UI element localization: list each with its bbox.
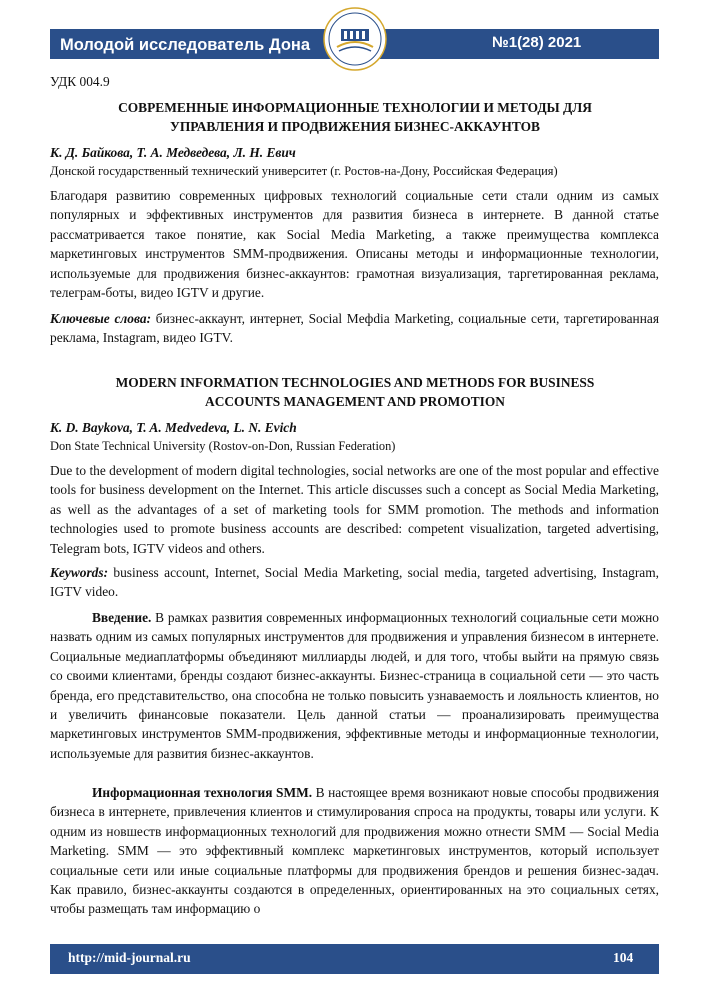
ru-keywords-text: бизнес-аккаунт, интернет, Social Meфdia Marketing, социальные сети, таргетированная реклама, Instagram, видео IGTV. xyxy=(50,311,659,346)
ru-abstract: Благодаря развитию современных цифровых технологий социальные сети стали одним из самых популярных и эффективных инструментов для развития бизнеса в интернете. В данной статье рассматривается такое понятие, как Social Media Marketing, а также преимущества комплекса маркетинговых инструментов SMM-продвижения. Описаны методы и информационные технологии, используемые для продвижения бизнес-аккаунтов: грамотная визуализация, таргетированная реклама, телеграм-боты, видео IGTV и другие. xyxy=(50,188,659,301)
ru-keywords-label: Ключевые слова: xyxy=(50,311,152,326)
en-abstract: Due to the development of modern digital technologies, social networks are one of the most popular and effective tools for business development on the Internet. This article discusses such a concept as Social Media Marketing, as well as the advantages of a set of marketing tools for SMM promotion. The methods and information technologies used to promote business accounts are described: competent visualization, targeted advertising, Telegram bots, IGTV videos and others. xyxy=(50,463,659,556)
ru-affiliation: Донской государственный технический университет (г. Ростов-на-Дону, Российская Федерация) xyxy=(50,164,558,178)
ru-keywords xyxy=(50,309,659,348)
en-affiliation: Don State Technical University (Rostov-on-Don, Russian Federation) xyxy=(50,439,396,453)
journal-url-link[interactable]: http://mid-journal.ru xyxy=(68,950,191,965)
issue-number: №1(28) 2021 xyxy=(492,34,582,51)
intro-heading: Введение. xyxy=(92,610,152,625)
smm-text: В настоящее время возникают новые способы продвижения бизнеса в интернете, привлечения клиентов и стимулирования спроса на продукты, товары или услуги. К одним из новшеств информационных технологий для продвижения можно отнести SMM — Social Media Marketing. SMM — это эффективный комплекс маркетинговых инструментов, который использует социальные сети или иные социальные платформы для продвижения брендов и решения бизнес-задач. Как правило, бизнес-аккаунты создаются в определенных, ориентированных на это социальных сетях, чтобы размещать там информацию о xyxy=(50,785,659,917)
en-keywords-label: Keywords: xyxy=(50,565,109,580)
journal-title: Молодой исследователь Дона xyxy=(60,36,311,54)
smm-heading: Информационная технология SMM. xyxy=(92,785,313,800)
page-number: 104 xyxy=(613,950,634,965)
en-title: MODERN INFORMATION TECHNOLOGIES AND METHODS FOR BUSINESS ACCOUNTS MANAGEMENT AND PROMOTION xyxy=(115,375,595,410)
intro-text: В рамках развития современных информационных технологий социальные сети можно назвать одним из самых популярных инструментов для продвижения и управления бизнесом в интернете. Социальные медиаплатформы объединяют миллиарды людей, и для того, чтобы выйти на прямую связь со своими клиентами, бренды создают бизнес-аккаунты. Бизнес-страница в социальной сети — это часть бренда, его представительство, она способна не только повысить узнаваемость и лояльность клиентов, но и увеличить финансовые показатели. Цель данной статьи — проанализировать преимущества маркетинговых инструментов SMM-продвижения, эффективные методы и информационные технологии, используемые для развития бизнес-аккаунтов. xyxy=(50,610,659,761)
udc-code: УДК 004.9 xyxy=(50,74,110,89)
en-authors: K. D. Baykova, T. A. Medvedeva, L. N. Evich xyxy=(50,420,297,435)
smm-paragraph xyxy=(50,783,659,919)
en-keywords-text: business account, Internet, Social Media Marketing, social media, targeted advertising, Instagram, IGTV video. xyxy=(50,565,659,600)
ru-title: СОВРЕМЕННЫЕ ИНФОРМАЦИОННЫЕ ТЕХНОЛОГИИ И МЕТОДЫ ДЛЯ УПРАВЛЕНИЯ И ПРОДВИЖЕНИЯ БИЗНЕС-АККАУНТОВ xyxy=(118,100,592,135)
university-logo-icon xyxy=(323,7,387,71)
ru-authors: К. Д. Байкова, Т. А. Медведева, Л. Н. Евич xyxy=(50,145,296,160)
intro-paragraph xyxy=(50,608,659,763)
en-keywords xyxy=(50,563,659,602)
